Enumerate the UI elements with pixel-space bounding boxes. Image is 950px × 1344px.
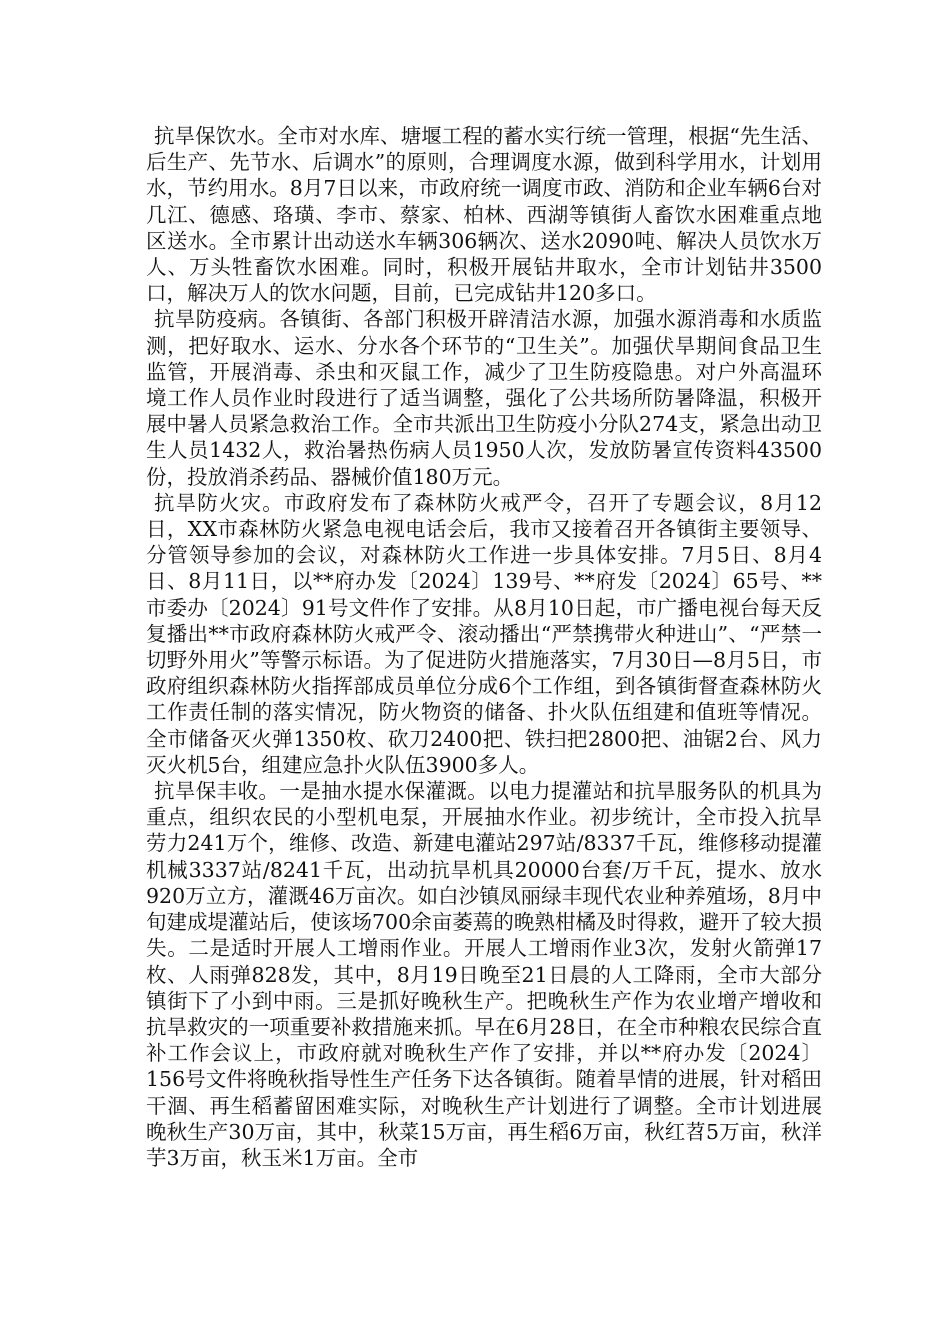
paragraph-drinking-water: 抗旱保饮水。全市对水库、塘堰工程的蓄水实行统一管理，根据“先生活、后生产、先节水、后调水”的原则，合理调度水源，做到科学用水，计划用水，节约用水。8月7日以来，市政府统一调度市政、消防和企业车辆6台对几江、德感、珞璜、李市、蔡家、柏林、西湖等镇街人畜饮水困难重点地区送水。全市累计出动送水车辆306辆次、送水2090吨、解决人员饮水万人、万头牲畜饮水困难。同时，积极开展钻井取水，全市计划钻井3500口，解决万人的饮水问题，目前，已完成钻井120多口。: [146, 124, 822, 306]
document-body: [146, 123, 822, 1171]
paragraph-epidemic-prevention: 抗旱防疫病。各镇街、各部门积极开辟清洁水源，加强水源消毒和水质监测，把好取水、运水、分水各个环节的“卫生关”。加强伏旱期间食品卫生监管，开展消毒、杀虫和灭鼠工作，减少了卫生防疫隐患。对户外高温环境工作人员作业时段进行了适当调整，强化了公共场所防暑降温，积极开展中暑人员紧急救治工作。全市共派出卫生防疫小分队274支，紧急出动卫生人员1432人，救治暑热伤病人员1950人次，发放防暑宣传资料43500份，投放消杀药品、器械价值180万元。: [146, 307, 822, 489]
paragraph-fire-prevention: 抗旱防火灾。市政府发布了森林防火戒严令，召开了专题会议，8月12日，XX市森林防火紧急电视电话会后，我市又接着召开各镇街主要领导、分管领导参加的会议，对森林防火工作进一步具体安排。7月5日、8月4日、8月11日，以**府办发〔2024〕139号、**府发〔2024〕65号、**市委办〔2024〕91号文件作了安排。从8月10日起，市广播电视台每天反复播出**市政府森林防火戒严令、滚动播出“严禁携带火种进山”、“严禁一切野外用火”等警示标语。为了促进防火措施落实，7月30日—8月5日，市政府组织森林防火指挥部成员单位分成6个工作组，到各镇街督查森林防火工作责任制的落实情况，防火物资的储备、扑火队伍组建和值班等情况。全市储备灭火弹1350枚、砍刀2400把、铁扫把2800把、油锯2台、风力灭火机5台，组建应急扑火队伍3900多人。: [146, 490, 822, 777]
paragraph-harvest-protection: 抗旱保丰收。一是抽水提水保灌溉。以电力提灌站和抗旱服务队的机具为重点，组织农民的小型机电泵，开展抽水作业。初步统计，全市投入抗旱劳力241万个，维修、改造、新建电灌站297站/8337千瓦，维修移动提灌机械3337站/8241千瓦，出动抗旱机具20000台套/万千瓦，提水、放水920万立方，灌溉46万亩次。如白沙镇凤丽绿丰现代农业种养殖场，8月中旬建成堤灌站后，使该场700余亩萎蔫的晚熟柑橘及时得救，避开了较大损失。二是适时开展人工增雨作业。开展人工增雨作业3次，发射火箭弹17枚、人雨弹828发，其中，8月19日晚至21日晨的人工降雨，全市大部分镇街下了小到中雨。三是抓好晚秋生产。把晚秋生产作为农业增产增收和抗旱救灾的一项重要补救措施来抓。早在6月28日，在全市种粮农民综合直补工作会议上，市政府就对晚秋生产作了安排，并以**府办发〔2024〕156号文件将晚秋指导性生产任务下达各镇街。随着旱情的进展，针对稻田干涸、再生稻蓄留困难实际，对晚秋生产计划进行了调整。全市计划进展晚秋生产30万亩，其中，秋菜15万亩，再生稻6万亩，秋红苕5万亩，秋洋芋3万亩，秋玉米1万亩。全市: [146, 779, 822, 1170]
